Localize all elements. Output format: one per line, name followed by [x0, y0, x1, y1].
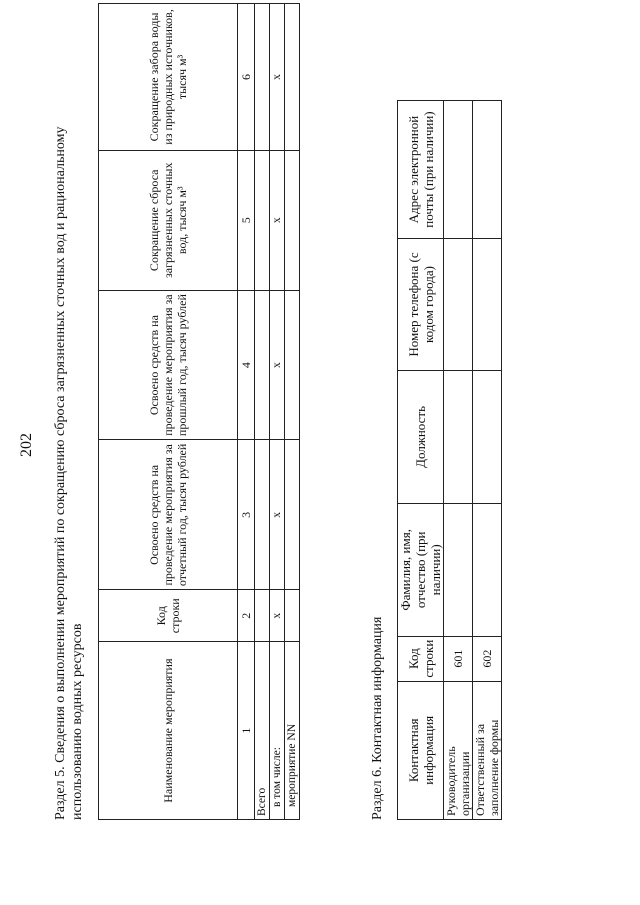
- section-5-table: [98, 3, 300, 820]
- table-row: [473, 101, 502, 820]
- table-header-row: [398, 101, 444, 820]
- page-number: 202: [18, 433, 35, 457]
- cell: х: [270, 150, 285, 290]
- section-6-table: [397, 100, 502, 820]
- cell: [255, 290, 270, 440]
- cell: х: [270, 440, 285, 590]
- header-water-intake-reduction: Сокращение забора воды из природных источников, тысяч м³: [99, 4, 238, 151]
- row-code: [285, 590, 300, 642]
- cell: [473, 370, 502, 503]
- column-number: 6: [238, 4, 255, 151]
- table-row: [255, 4, 270, 820]
- cell: [444, 370, 473, 503]
- cell: [255, 440, 270, 590]
- column-number: 4: [238, 290, 255, 440]
- cell: [473, 239, 502, 371]
- row-code: х: [270, 590, 285, 642]
- header-row-code: Код строки: [99, 590, 238, 642]
- cell: [255, 4, 270, 151]
- cell: [285, 440, 300, 590]
- header-funds-previous-year: Освоено средств на проведение мероприятия за прошлый год, тысяч рублей: [99, 290, 238, 440]
- column-number: 3: [238, 440, 255, 590]
- cell: х: [270, 4, 285, 151]
- cell: [473, 503, 502, 636]
- column-number: 2: [238, 590, 255, 642]
- cell: [444, 503, 473, 636]
- header-full-name: Фамилия, имя, отчество (при наличии): [398, 503, 444, 636]
- cell: [444, 239, 473, 371]
- row-code: 602: [473, 636, 502, 681]
- row-name: Всего: [255, 642, 270, 820]
- cell: х: [270, 290, 285, 440]
- table-header-row: [99, 4, 238, 820]
- column-number-row: [238, 4, 255, 820]
- cell: [285, 150, 300, 290]
- table-row: [444, 101, 473, 820]
- header-phone: Номер телефона (с кодом города): [398, 239, 444, 371]
- header-row-code: Код строки: [398, 636, 444, 681]
- column-number: 5: [238, 150, 255, 290]
- cell: [285, 290, 300, 440]
- row-name: Руководитель организации: [444, 681, 473, 819]
- header-measure-name: Наименование мероприятия: [99, 642, 238, 820]
- row-name: в том числе:: [270, 642, 285, 820]
- row-code: 601: [444, 636, 473, 681]
- section-5-title: Раздел 5. Сведения о выполнении мероприятий по сокращению сброса загрязненных сточных вод и рациональному использованию водных ресурсов: [53, 126, 85, 820]
- row-name: Ответственный за заполнение формы: [473, 681, 502, 819]
- cell: [444, 101, 473, 239]
- header-funds-reporting-year: Освоено средств на проведение мероприятия за отчетный год, тысяч рублей: [99, 440, 238, 590]
- table-row: [270, 4, 285, 820]
- table-row: [285, 4, 300, 820]
- cell: [285, 4, 300, 151]
- cell: [255, 150, 270, 290]
- header-contact-info: Контактная информация: [398, 681, 444, 819]
- header-email: Адрес электронной почты (при наличии): [398, 101, 444, 239]
- header-wastewater-reduction: Сокращение сброса загрязненных сточных вод, тысяч м³: [99, 150, 238, 290]
- row-name: мероприятие NN: [285, 642, 300, 820]
- row-code: [255, 590, 270, 642]
- section-6-title: Раздел 6. Контактная информация: [370, 616, 385, 820]
- column-number: 1: [238, 642, 255, 820]
- cell: [473, 101, 502, 239]
- header-position: Должность: [398, 370, 444, 503]
